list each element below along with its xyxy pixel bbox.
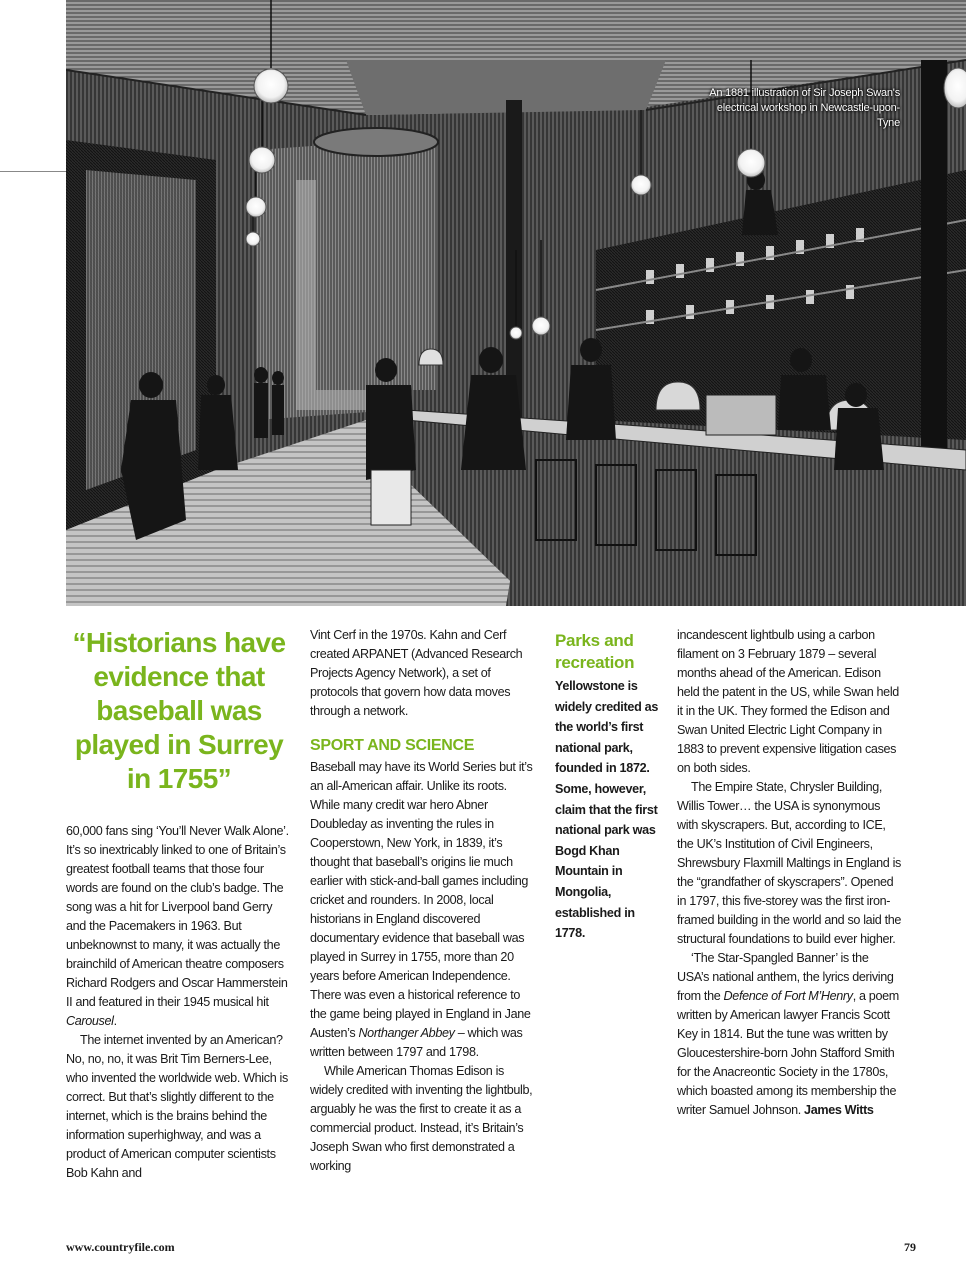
sidebar-box [555, 626, 661, 944]
footer-url: www.countryfile.com [66, 1240, 175, 1254]
article-column-1 [66, 626, 292, 1183]
body-text: Baseball may have its World Series but it’s an all-American affair. Unlike its roots. While many credit war hero Abner Doubleday as inventing the rules in Cooperstown, New York, in 1839, it’s thought that baseball’s origins lie much earlier with stick-and-ball games including cricket and rounders. In 2008, local historians in England discovered documentary evidence that baseball was played in Surrey in 1755, more than 20 years before American Independence. There was even a historical reference to the game being played in England in Jane Austen’s [310, 760, 533, 1040]
author-byline: James Witts [804, 1103, 874, 1117]
top-left-rule [0, 171, 66, 172]
italic-title: Northanger Abbey [358, 1026, 455, 1040]
body-text: – which was written between 1797 and 1798. [310, 1026, 523, 1059]
sidebar-body: Yellowstone is widely credited as the world’s first national park, founded in 1872. Some, however, claim that the first national park was Bogd Khan Mountain in Mongolia, established in 1778. [555, 679, 659, 941]
body-paragraph: Vint Cerf in the 1970s. Kahn and Cerf created ARPANET (Advanced Research Projects Agency Network), a set of protocols that govern how data moves through a network. [310, 628, 523, 718]
body-paragraph: incandescent lightbulb using a carbon filament on 3 February 1879 – several months ahead of the American. Edison held the patent in the US, while Swan held it in the UK. They formed the Edison and Swan United Electric Light Company in 1883 to prevent expensive litigation cases on both sides. [677, 628, 899, 775]
body-paragraph [677, 949, 903, 1120]
italic-title: Carousel [66, 1014, 114, 1028]
body-text: , a poem written by American lawyer Francis Scott Key in 1814. But the tune was written by Gloucestershire-born John Stafford Smith for the Anacreontic Society in the 1780s, which boasted among its membership the writer Samuel Johnson. [677, 989, 899, 1117]
body-text: 60,000 fans sing ‘You’ll Never Walk Alone’. It’s so inextricably linked to one of Britain’s greatest football teams that those four words are found on the club’s badge. The song was a hit for Liverpool band Gerry and the Pacemakers in 1963. But unbeknownst to many, it was actually the brainchild of American theatre composers Richard Rodgers and Oscar Hammerstein II and featured in their 1945 musical hit [66, 824, 289, 1009]
body-text: . [113, 1014, 117, 1028]
article-column-2 [310, 626, 536, 1176]
sidebar-title: Parks and recreation [555, 631, 635, 672]
page-number: 79 [904, 1240, 916, 1254]
pull-quote: “Historians have evidence that baseball was played in Surrey in 1755” [72, 627, 286, 794]
body-text: ‘The Star-Spangled Banner’ is the USA’s national anthem, the lyrics deriving from the [677, 951, 894, 1003]
image-caption: An 1881 illustration of Sir Joseph Swan's electrical workshop in Newcastle-upon-Tyne [709, 87, 900, 129]
body-paragraph [310, 758, 536, 1062]
body-paragraph: The internet invented by an American? No, no, no, it was Brit Tim Berners-Lee, who invented the worldwide web. Which is correct. But that’s slightly different to the internet, which is the brains behind the information superhighway, and was a product of American computer scientists Bob Kahn and [66, 1033, 288, 1180]
body-paragraph: While American Thomas Edison is widely credited with inventing the lightbulb, arguably he was the first to create it as a commercial product. Instead, it’s Britain’s Joseph Swan who first demonstrated a working [310, 1064, 533, 1173]
body-paragraph: The Empire State, Chrysler Building, Willis Tower… the USA is synonymous with skyscrapers. But, according to ICE, the UK’s Institution of Civil Engineers, Shrewsbury Flaxmill Maltings in England is the “grandfather of skyscrapers”. Opened in 1797, this five-storey was the first iron-framed building in the world and so laid the structural foundations to build ever higher. [677, 780, 902, 946]
italic-title: Defence of Fort M’Henry [723, 989, 853, 1003]
article-column-4 [677, 626, 903, 1120]
section-subhead: SPORT AND SCIENCE [310, 737, 475, 754]
body-paragraph [66, 822, 292, 1031]
